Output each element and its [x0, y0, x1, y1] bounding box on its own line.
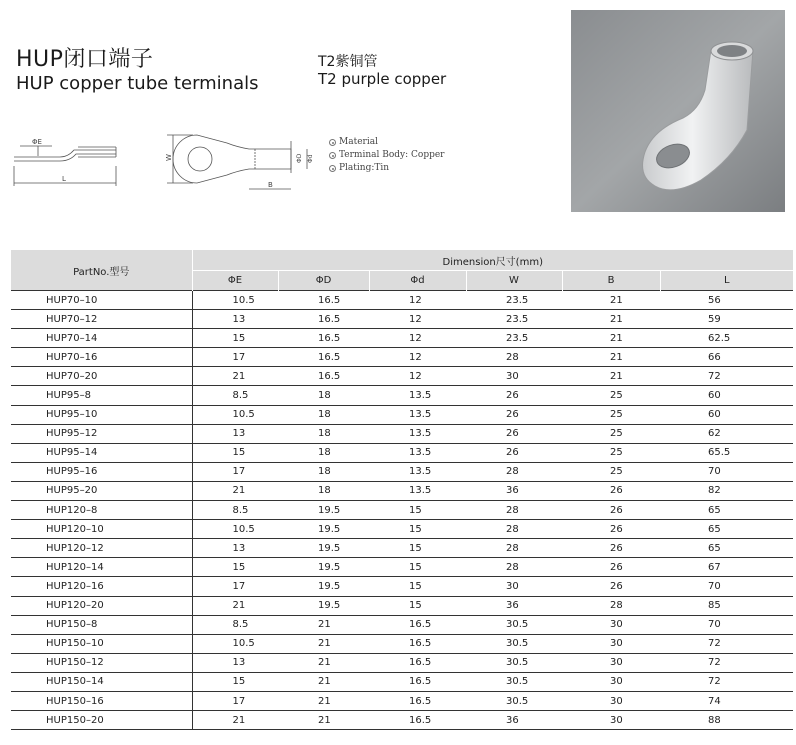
- cell-value: 16.5: [369, 653, 466, 672]
- cell-value: 74: [660, 691, 793, 710]
- col-header-phi-dd: Φd: [369, 271, 466, 291]
- cell-value: 13.5: [369, 462, 466, 481]
- cell-value: 30: [562, 691, 660, 710]
- cell-part-no: HUP150–8: [11, 615, 192, 634]
- cell-value: 17: [192, 462, 278, 481]
- col-header-l: L: [660, 271, 793, 291]
- cell-value: 16.5: [278, 329, 369, 348]
- table-body: [11, 291, 793, 730]
- cell-value: 59: [660, 310, 793, 329]
- col-header-phi-d: ΦD: [278, 271, 369, 291]
- label-b: B: [268, 181, 273, 189]
- cell-value: 10.5: [192, 291, 278, 310]
- cell-value: 26: [562, 501, 660, 520]
- cell-part-no: HUP95–20: [11, 481, 192, 500]
- cell-value: 30.5: [466, 672, 562, 691]
- cell-value: 8.5: [192, 386, 278, 405]
- table-row: [11, 615, 793, 634]
- page-title-cn: HUP闭口端子: [16, 47, 154, 72]
- cell-value: 15: [369, 520, 466, 539]
- table-row: [11, 386, 793, 405]
- cell-part-no: HUP95–16: [11, 462, 192, 481]
- col-header-w: W: [466, 271, 562, 291]
- cell-value: 16.5: [278, 367, 369, 386]
- table-row: [11, 310, 793, 329]
- cell-value: 19.5: [278, 577, 369, 596]
- cell-value: 28: [466, 462, 562, 481]
- cell-part-no: HUP150–16: [11, 691, 192, 710]
- cell-value: 12: [369, 310, 466, 329]
- cell-value: 30: [562, 615, 660, 634]
- cell-value: 21: [562, 310, 660, 329]
- cell-value: 21: [278, 711, 369, 730]
- cell-value: 18: [278, 386, 369, 405]
- spec-list: [329, 136, 444, 175]
- cell-value: 12: [369, 367, 466, 386]
- cell-value: 26: [466, 443, 562, 462]
- cell-value: 13.5: [369, 481, 466, 500]
- cell-value: 67: [660, 558, 793, 577]
- header-dimension: Dimension尺寸(mm): [192, 250, 793, 271]
- cell-value: 21: [278, 672, 369, 691]
- table-row: [11, 501, 793, 520]
- cell-value: 13.5: [369, 424, 466, 443]
- label-phi-e: ΦE: [32, 138, 42, 146]
- cell-value: 21: [278, 691, 369, 710]
- spec-body: Terminal Body: Copper: [329, 149, 444, 162]
- cell-value: 23.5: [466, 310, 562, 329]
- table-row: [11, 691, 793, 710]
- cell-value: 36: [466, 711, 562, 730]
- cell-part-no: HUP150–20: [11, 711, 192, 730]
- col-header-b: B: [562, 271, 660, 291]
- cell-value: 65: [660, 539, 793, 558]
- header-part-no: PartNo.型号: [11, 250, 192, 291]
- cell-value: 10.5: [192, 405, 278, 424]
- cell-value: 25: [562, 405, 660, 424]
- cell-value: 17: [192, 348, 278, 367]
- cell-value: 21: [278, 634, 369, 653]
- cell-value: 26: [466, 405, 562, 424]
- table-row: [11, 424, 793, 443]
- cell-part-no: HUP150–10: [11, 634, 192, 653]
- cell-value: 72: [660, 672, 793, 691]
- cell-value: 21: [192, 481, 278, 500]
- cell-value: 62: [660, 424, 793, 443]
- page-title-en: HUP copper tube terminals: [16, 73, 259, 94]
- cell-part-no: HUP120–16: [11, 577, 192, 596]
- cell-value: 25: [562, 386, 660, 405]
- cell-value: 70: [660, 577, 793, 596]
- cell-part-no: HUP150–12: [11, 653, 192, 672]
- dimension-table: [11, 250, 793, 730]
- table-row: [11, 481, 793, 500]
- cell-value: 15: [369, 539, 466, 558]
- cell-value: 15: [369, 558, 466, 577]
- table-row: [11, 577, 793, 596]
- cell-value: 65: [660, 520, 793, 539]
- cell-value: 30.5: [466, 634, 562, 653]
- cell-value: 65: [660, 501, 793, 520]
- bullet-icon: [329, 165, 336, 172]
- label-l: L: [62, 175, 66, 183]
- cell-value: 30: [466, 577, 562, 596]
- cell-part-no: HUP120–10: [11, 520, 192, 539]
- cell-value: 16.5: [278, 348, 369, 367]
- cell-value: 28: [466, 501, 562, 520]
- cell-value: 56: [660, 291, 793, 310]
- cell-value: 30.5: [466, 653, 562, 672]
- cell-value: 25: [562, 424, 660, 443]
- cell-value: 21: [562, 329, 660, 348]
- cell-value: 21: [192, 596, 278, 615]
- cell-value: 36: [466, 481, 562, 500]
- cell-value: 28: [562, 596, 660, 615]
- cell-part-no: HUP120–12: [11, 539, 192, 558]
- cell-part-no: HUP70–20: [11, 367, 192, 386]
- cell-value: 12: [369, 291, 466, 310]
- cell-value: 28: [466, 348, 562, 367]
- cell-value: 26: [562, 520, 660, 539]
- cell-value: 15: [369, 596, 466, 615]
- cell-value: 15: [192, 329, 278, 348]
- cell-value: 19.5: [278, 596, 369, 615]
- cell-part-no: HUP70–12: [11, 310, 192, 329]
- table-row: [11, 405, 793, 424]
- cell-value: 13.5: [369, 405, 466, 424]
- cell-value: 26: [562, 539, 660, 558]
- cell-part-no: HUP120–14: [11, 558, 192, 577]
- cell-value: 26: [562, 558, 660, 577]
- cell-part-no: HUP95–10: [11, 405, 192, 424]
- cell-value: 70: [660, 615, 793, 634]
- label-phi-d-lower: Φd: [307, 154, 314, 163]
- table-row: [11, 367, 793, 386]
- cell-value: 21: [278, 615, 369, 634]
- cell-value: 72: [660, 634, 793, 653]
- cell-value: 18: [278, 443, 369, 462]
- cell-value: 60: [660, 405, 793, 424]
- cell-value: 15: [369, 577, 466, 596]
- table-row: [11, 462, 793, 481]
- cell-part-no: HUP95–8: [11, 386, 192, 405]
- table-row: [11, 443, 793, 462]
- cell-value: 88: [660, 711, 793, 730]
- top-view-drawing: [163, 127, 323, 195]
- cell-part-no: HUP120–8: [11, 501, 192, 520]
- table-row: [11, 520, 793, 539]
- cell-value: 8.5: [192, 615, 278, 634]
- cell-value: 18: [278, 424, 369, 443]
- cell-value: 30.5: [466, 691, 562, 710]
- cell-value: 28: [466, 558, 562, 577]
- cell-value: 16.5: [369, 634, 466, 653]
- cell-value: 25: [562, 462, 660, 481]
- cell-value: 17: [192, 577, 278, 596]
- table-row: [11, 634, 793, 653]
- cell-value: 19.5: [278, 520, 369, 539]
- cell-value: 21: [278, 653, 369, 672]
- spec-plating: Plating:Tin: [329, 162, 444, 175]
- cell-value: 19.5: [278, 539, 369, 558]
- cell-value: 23.5: [466, 329, 562, 348]
- cell-value: 18: [278, 481, 369, 500]
- cell-value: 30: [562, 634, 660, 653]
- table-row: [11, 558, 793, 577]
- cell-value: 30: [466, 367, 562, 386]
- cell-value: 13: [192, 539, 278, 558]
- cell-value: 16.5: [369, 672, 466, 691]
- cell-value: 13: [192, 653, 278, 672]
- cell-part-no: HUP95–12: [11, 424, 192, 443]
- cell-value: 25: [562, 443, 660, 462]
- bullet-icon: [329, 152, 336, 159]
- cell-value: 72: [660, 653, 793, 672]
- table-row: [11, 672, 793, 691]
- cell-value: 21: [192, 367, 278, 386]
- cell-value: 72: [660, 367, 793, 386]
- cell-value: 62.5: [660, 329, 793, 348]
- cell-value: 10.5: [192, 520, 278, 539]
- cell-value: 18: [278, 405, 369, 424]
- cell-part-no: HUP95–14: [11, 443, 192, 462]
- table-row: [11, 291, 793, 310]
- cell-value: 21: [192, 711, 278, 730]
- side-view-drawing: [12, 130, 132, 192]
- cell-value: 13.5: [369, 386, 466, 405]
- cell-value: 8.5: [192, 501, 278, 520]
- cell-value: 15: [192, 443, 278, 462]
- cell-value: 13: [192, 310, 278, 329]
- cell-value: 30.5: [466, 615, 562, 634]
- cell-value: 19.5: [278, 501, 369, 520]
- cell-value: 16.5: [278, 310, 369, 329]
- cell-value: 18: [278, 462, 369, 481]
- cell-value: 30: [562, 653, 660, 672]
- cell-value: 16.5: [278, 291, 369, 310]
- cell-part-no: HUP120–20: [11, 596, 192, 615]
- table-row: [11, 653, 793, 672]
- cell-part-no: HUP70–16: [11, 348, 192, 367]
- cell-part-no: HUP150–14: [11, 672, 192, 691]
- cell-value: 21: [562, 367, 660, 386]
- cell-value: 21: [562, 348, 660, 367]
- subtitle-cn: T2紫铜管: [318, 54, 378, 70]
- cell-value: 16.5: [369, 711, 466, 730]
- cell-value: 70: [660, 462, 793, 481]
- cell-part-no: HUP70–10: [11, 291, 192, 310]
- cell-value: 28: [466, 520, 562, 539]
- cell-value: 21: [562, 291, 660, 310]
- cell-value: 66: [660, 348, 793, 367]
- cell-value: 28: [466, 539, 562, 558]
- table-row: [11, 539, 793, 558]
- cell-value: 15: [369, 501, 466, 520]
- cell-value: 12: [369, 348, 466, 367]
- cell-value: 82: [660, 481, 793, 500]
- cell-value: 12: [369, 329, 466, 348]
- cell-part-no: HUP70–14: [11, 329, 192, 348]
- cell-value: 13.5: [369, 443, 466, 462]
- cell-value: 26: [466, 386, 562, 405]
- cell-value: 23.5: [466, 291, 562, 310]
- cell-value: 16.5: [369, 691, 466, 710]
- label-phi-d-upper: ΦD: [296, 153, 303, 163]
- col-header-phi-e: ΦE: [192, 271, 278, 291]
- cell-value: 17: [192, 691, 278, 710]
- cell-value: 85: [660, 596, 793, 615]
- cell-value: 65.5: [660, 443, 793, 462]
- cell-value: 19.5: [278, 558, 369, 577]
- cell-value: 15: [192, 558, 278, 577]
- cell-value: 30: [562, 711, 660, 730]
- cell-value: 13: [192, 424, 278, 443]
- cell-value: 30: [562, 672, 660, 691]
- subtitle-en: T2 purple copper: [318, 70, 447, 88]
- label-w: W: [165, 154, 173, 161]
- cell-value: 60: [660, 386, 793, 405]
- cell-value: 16.5: [369, 615, 466, 634]
- cell-value: 26: [562, 577, 660, 596]
- table-row: [11, 596, 793, 615]
- table-row: [11, 329, 793, 348]
- cell-value: 36: [466, 596, 562, 615]
- cell-value: 26: [562, 481, 660, 500]
- spec-material: Material: [329, 136, 444, 149]
- table-row: [11, 711, 793, 730]
- cell-value: 26: [466, 424, 562, 443]
- product-photo: [571, 10, 785, 212]
- table-row: [11, 348, 793, 367]
- bullet-icon: [329, 139, 336, 146]
- cell-value: 10.5: [192, 634, 278, 653]
- cell-value: 15: [192, 672, 278, 691]
